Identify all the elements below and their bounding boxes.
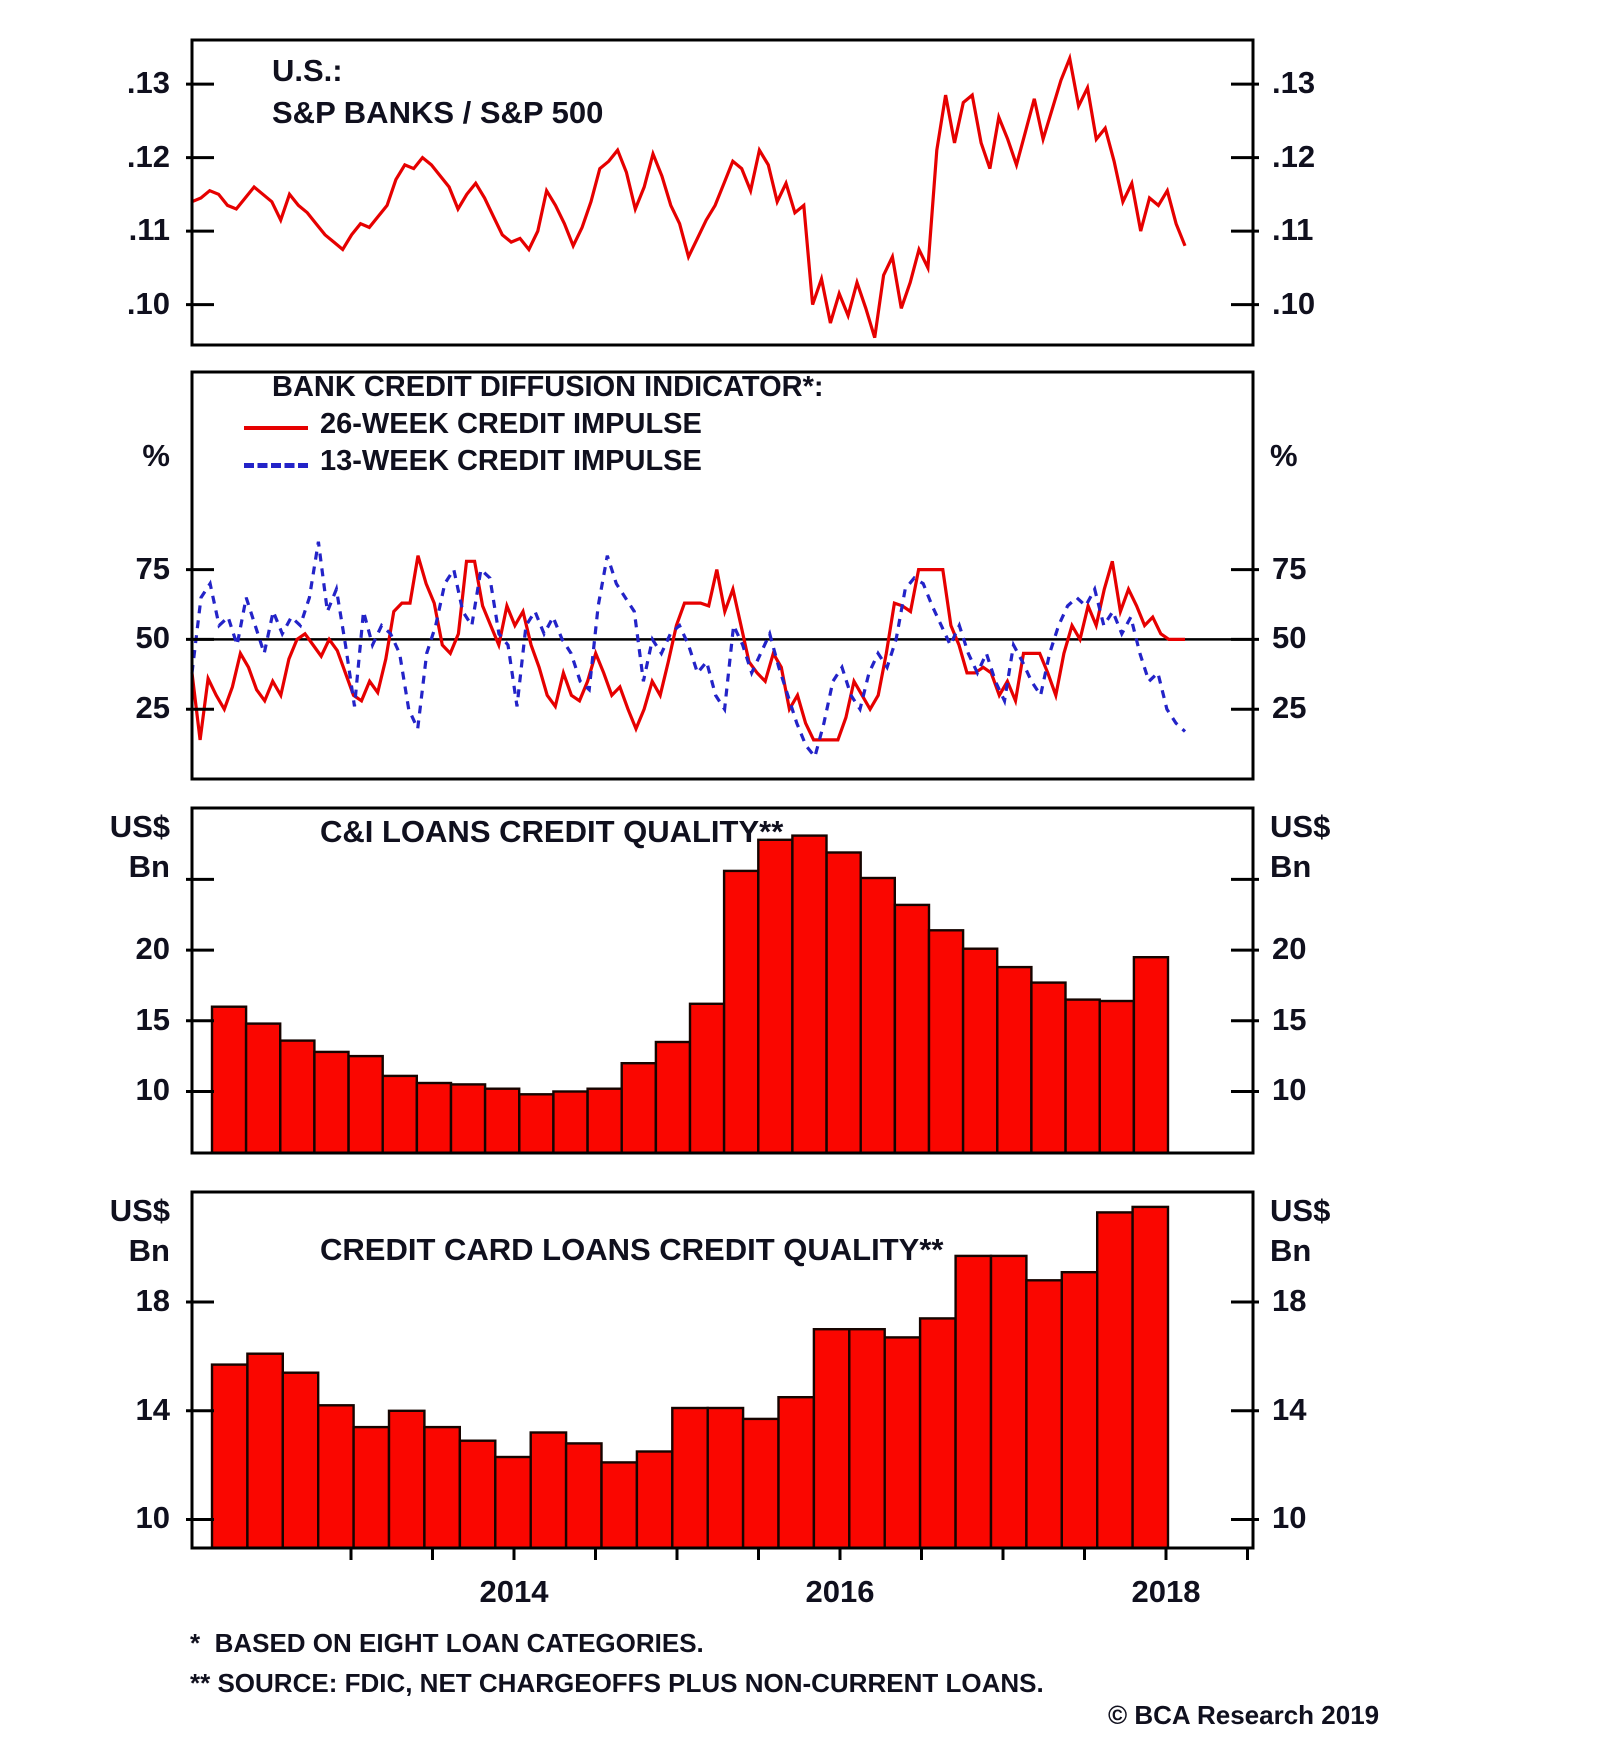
ci-loans-bar (963, 949, 997, 1153)
ci-loans-bar (724, 871, 758, 1153)
ci-loans-bar (929, 930, 963, 1153)
legend-label-26wk: 26-WEEK CREDIT IMPULSE (320, 408, 702, 440)
ci-loans-bar (417, 1083, 451, 1153)
credit-card-loans-bar (708, 1408, 743, 1548)
credit-card-loans-bar (247, 1354, 282, 1548)
ci-loans-bar (861, 878, 895, 1153)
ci-loans-bar (622, 1063, 656, 1153)
y-axis-tick-label-left: 18 (135, 1283, 170, 1319)
x-axis-year-label: 2018 (1131, 1574, 1201, 1609)
y-axis-tick-label-right: .12 (1272, 139, 1316, 175)
panel1-title-line1: U.S.: (272, 53, 343, 88)
legend-blue-dashed-line-sample (244, 463, 308, 468)
credit-card-loans-bar (956, 1256, 991, 1548)
ci-loans-bar (792, 836, 826, 1153)
credit-card-loans-bar (354, 1427, 389, 1548)
credit-card-loans-bar (991, 1256, 1026, 1548)
y-axis-tick-label-right: 15 (1272, 1002, 1307, 1038)
ci-loans-bar (246, 1024, 280, 1153)
y-axis-tick-label-left: 25 (135, 690, 170, 726)
credit-card-loans-bar (1062, 1272, 1097, 1548)
panel3-title: C&I LOANS CREDIT QUALITY** (320, 814, 784, 849)
legend-label-13wk: 13-WEEK CREDIT IMPULSE (320, 445, 702, 477)
ci-loans-bar (451, 1084, 485, 1153)
y-axis-tick-label-right: 10 (1272, 1500, 1307, 1536)
credit-card-loans-bar (672, 1408, 707, 1548)
y-axis-tick-label-right: 25 (1272, 690, 1307, 726)
legend-red-line-sample (244, 426, 308, 430)
y-axis-unit-right: US$ (1270, 1193, 1331, 1229)
ci-loans-bar (1031, 983, 1065, 1153)
credit-card-loans-bar (602, 1462, 637, 1548)
ci-loans-bars (212, 836, 1168, 1153)
credit-card-loans-bar (283, 1373, 318, 1548)
y-axis-tick-label-left: 20 (135, 931, 170, 967)
ci-loans-bar (656, 1042, 690, 1153)
y-axis-tick-label-right: 14 (1272, 1392, 1307, 1428)
footnote-2: ** SOURCE: FDIC, NET CHARGEOFFS PLUS NON-CURRENT LOANS. (190, 1668, 1044, 1698)
ci-loans-bar (519, 1094, 553, 1153)
y-axis-tick-label-left: .10 (126, 286, 170, 322)
credit-card-loans-bar (814, 1329, 849, 1548)
y-axis-unit-left: Bn (128, 1233, 170, 1269)
panel1-title-line2: S&P BANKS / S&P 500 (272, 95, 604, 130)
y-axis-tick-label-left: .12 (126, 139, 170, 175)
y-axis-tick-label-left: 50 (135, 620, 170, 656)
copyright: © BCA Research 2019 (1108, 1700, 1380, 1730)
ci-loans-bar (280, 1041, 314, 1153)
credit-card-loans-bar (885, 1337, 920, 1548)
y-axis-tick-label-left: .13 (126, 65, 170, 101)
credit-card-loans-bar (1133, 1207, 1168, 1548)
ci-loans-bar (758, 840, 792, 1153)
panel-border (192, 40, 1253, 345)
y-axis-tick-label-right: 18 (1272, 1283, 1307, 1319)
ci-loans-bar (553, 1092, 587, 1154)
credit-card-loans-bar (849, 1329, 884, 1548)
y-axis-tick-label-left: 10 (135, 1072, 170, 1108)
credit-card-loans-bar (1097, 1212, 1132, 1548)
y-axis-tick-label-left: 15 (135, 1002, 170, 1038)
ci-loans-bar (1066, 1000, 1100, 1153)
credit-card-loans-bar (743, 1419, 778, 1548)
ci-loans-bar (690, 1004, 724, 1153)
y-axis-tick-label-right: .11 (1272, 212, 1314, 248)
y-axis-unit-right: US$ (1270, 809, 1331, 845)
panel4-title: CREDIT CARD LOANS CREDIT QUALITY** (320, 1232, 944, 1267)
y-axis-unit-left: Bn (128, 849, 170, 885)
ci-loans-bar (997, 967, 1031, 1153)
y-axis-tick-label-right: 75 (1272, 551, 1307, 587)
credit-card-loans-bar (495, 1457, 530, 1548)
ci-loans-bar (1100, 1001, 1134, 1153)
y-axis-tick-label-right: .10 (1272, 286, 1316, 322)
y-axis-unit-right: Bn (1270, 849, 1312, 885)
x-axis-year-label: 2014 (479, 1574, 549, 1609)
y-axis-unit-right: Bn (1270, 1233, 1312, 1269)
y-axis-tick-label-right: 20 (1272, 931, 1307, 967)
ci-loans-bar (827, 853, 861, 1154)
ci-loans-bar (588, 1089, 622, 1153)
footnote-1: * BASED ON EIGHT LOAN CATEGORIES. (190, 1628, 704, 1658)
y-axis-unit-left: US$ (109, 809, 170, 845)
credit-card-loans-bar (389, 1411, 424, 1548)
y-axis-unit-left: US$ (109, 1193, 170, 1229)
credit-card-loans-bar (920, 1318, 955, 1548)
ci-loans-bar (314, 1052, 348, 1153)
y-axis-tick-label-left: 14 (135, 1392, 170, 1428)
ci-loans-bar (485, 1089, 519, 1153)
y-axis-tick-label-left: 75 (135, 551, 170, 587)
credit-card-loans-bar (212, 1365, 247, 1548)
credit-card-loans-bar (424, 1427, 459, 1548)
y-axis-tick-label-right: 10 (1272, 1072, 1307, 1108)
y-axis-tick-label-right: .13 (1272, 65, 1316, 101)
y-axis-unit-left: % (142, 438, 170, 474)
ci-loans-bar (895, 905, 929, 1153)
credit-card-loans-bar (531, 1433, 566, 1549)
credit-diffusion-series-solid (192, 556, 1185, 740)
credit-card-loans-bar (779, 1397, 814, 1548)
credit-card-loans-bar (460, 1441, 495, 1548)
ci-loans-bar (1134, 957, 1168, 1153)
ci-loans-bar (383, 1076, 417, 1153)
y-axis-unit-right: % (1270, 438, 1298, 474)
ci-loans-bar (212, 1007, 246, 1153)
credit-card-loans-bar (318, 1405, 353, 1548)
credit-diffusion-series-dashed (192, 542, 1185, 757)
credit-card-loans-bar (566, 1443, 601, 1548)
credit-card-loans-bar (1026, 1280, 1061, 1548)
panel-1 (186, 40, 1259, 345)
panel-3 (186, 808, 1259, 1153)
credit-card-loans-bar (637, 1452, 672, 1549)
y-axis-tick-label-right: 50 (1272, 620, 1307, 656)
y-axis-tick-label-left: .11 (128, 212, 170, 248)
legend-title: BANK CREDIT DIFFUSION INDICATOR*: (272, 371, 824, 403)
x-axis-year-label: 2016 (805, 1574, 875, 1609)
ci-loans-bar (349, 1056, 383, 1153)
y-axis-tick-label-left: 10 (135, 1500, 170, 1536)
